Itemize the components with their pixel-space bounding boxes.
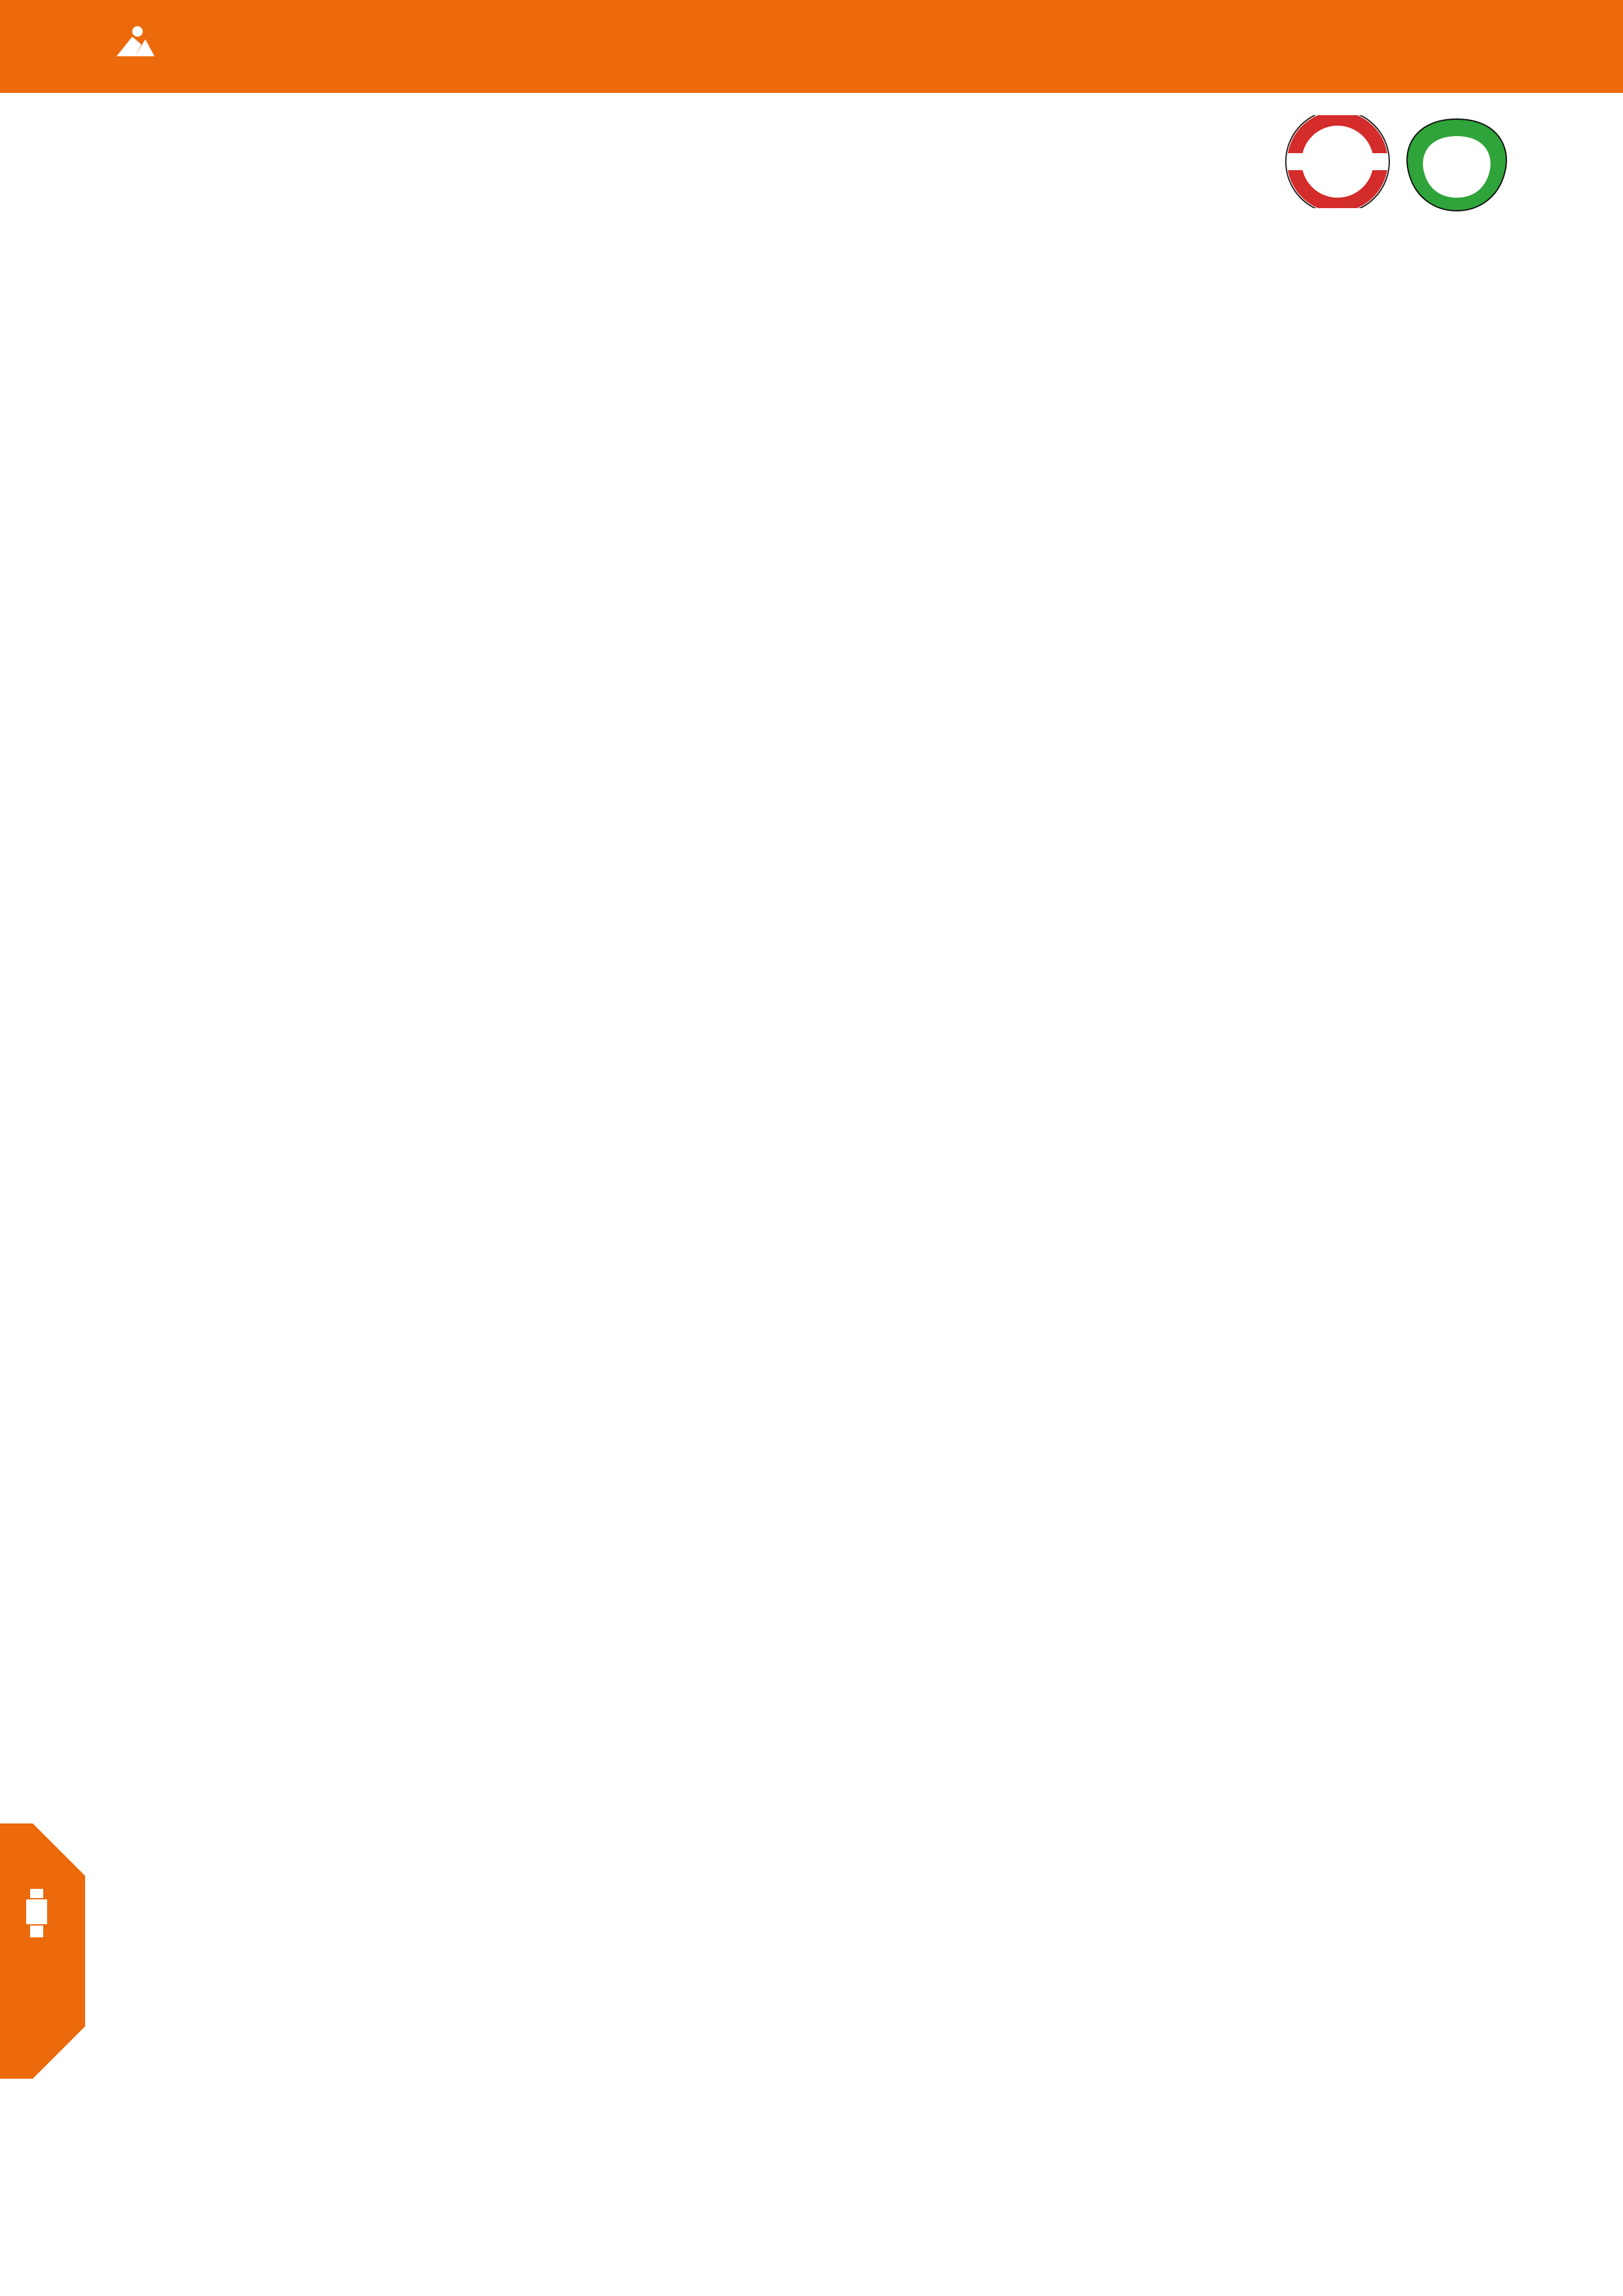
psc-badge xyxy=(1401,115,1512,217)
hsk-t-badge xyxy=(1285,115,1391,211)
chapter-tab xyxy=(0,1823,85,2082)
hsk-t-ring-icon xyxy=(1285,115,1391,208)
hoffmann-logo-icon xyxy=(115,25,156,58)
chapter-tab-shape xyxy=(0,1823,85,2079)
page-header xyxy=(0,0,1623,93)
psc-triangle-icon xyxy=(1401,115,1512,213)
